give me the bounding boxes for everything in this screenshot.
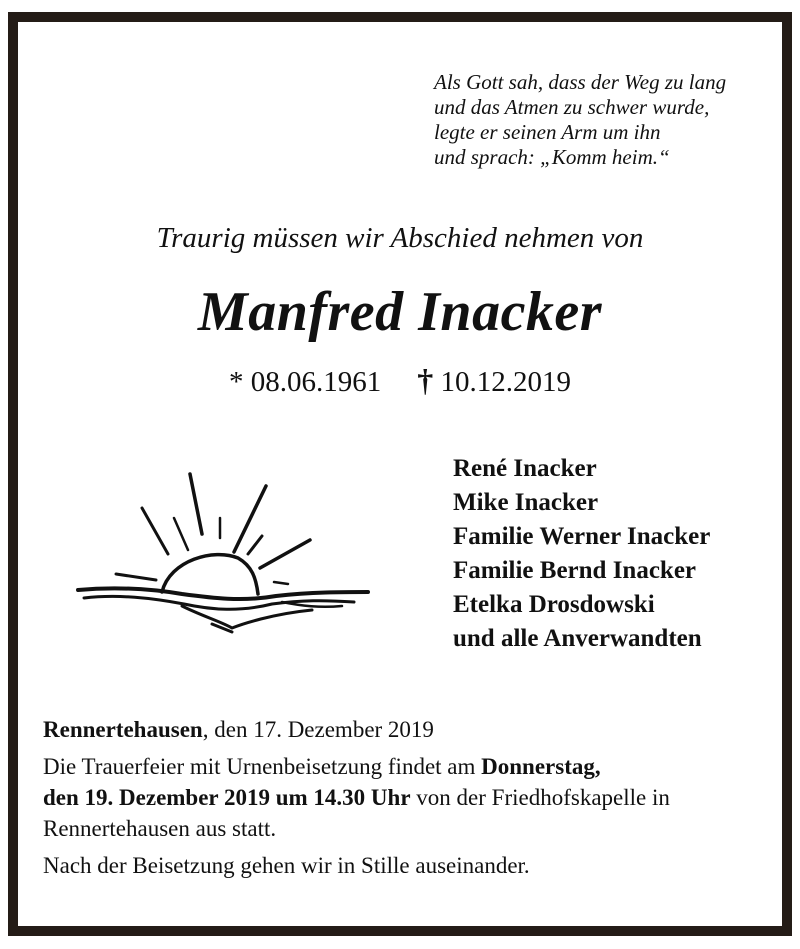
mourner-item: und alle Anverwandten [453,625,702,652]
service-details [43,714,783,887]
birth-date: * 08.06.1961 [229,366,382,398]
sunset-icon [62,456,372,646]
death-date: 10.12.2019 [440,366,571,398]
service-day: Donnerstag, [481,754,601,779]
place-name: Rennertehausen [43,717,203,742]
mourner-item: Etelka Drosdowski [453,591,655,618]
mourner-item: René Inacker [453,455,597,482]
intro-line: Traurig müssen wir Abschied nehmen von [156,222,644,254]
mourner-item: Familie Bernd Inacker [453,557,697,584]
obituary-content [18,22,782,926]
poem-line-4: und sprach: „Komm heim.“ [434,145,670,169]
poem-line-1: Als Gott sah, dass der Weg zu lang [434,70,727,94]
poem-line-3: legte er seinen Arm um ihn [434,120,661,144]
service-text-pre: Die Trauerfeier mit Urnenbeisetzung findet am [43,754,482,779]
mourners-list [453,452,710,656]
cross-icon: † [417,362,434,398]
life-dates [18,362,782,399]
poem-quote [434,70,726,170]
place-date-line [43,714,783,745]
closing-line: Nach der Beisetzung gehen wir in Stille auseinander. [43,853,530,878]
obituary-frame [8,12,792,936]
deceased-name: Manfred Inacker [197,281,603,343]
letter-date: , den 17. Dezember 2019 [202,717,434,742]
service-date-time: den 19. Dezember 2019 um 14.30 Uhr [43,785,411,810]
poem-line-2: und das Atmen zu schwer wurde, [434,95,710,119]
mourner-item: Familie Werner Inacker [453,523,711,550]
service-announcement [43,751,783,844]
mourner-item: Mike Inacker [453,489,599,516]
service-text-post: von der Friedhofskapelle in Rennertehausen aus statt. [43,785,670,841]
